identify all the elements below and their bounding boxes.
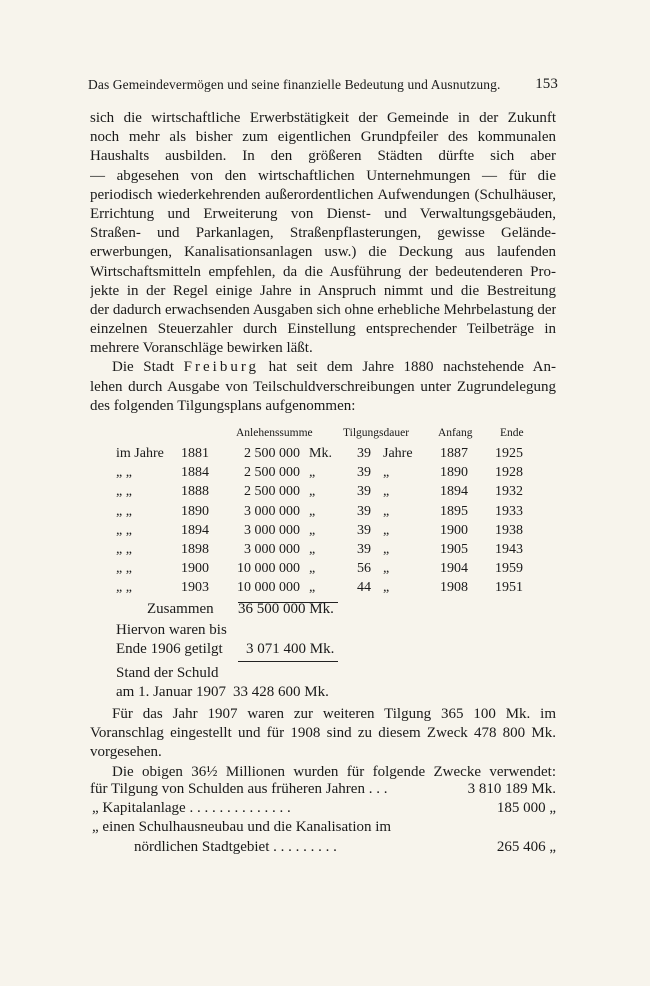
table-cell-dur: 44 (357, 580, 371, 596)
table-cell-year: 1888 (181, 484, 209, 500)
table-cell-dunit: Jahre (383, 446, 413, 461)
table-cell-start: 1895 (440, 503, 468, 519)
paragraph-4-intro: Die obigen 36½ Millionen wurden für folgende Zwecke verwendet: (112, 763, 556, 780)
table-row (0, 504, 650, 523)
table-cell-end: 1928 (495, 465, 523, 481)
purpose-item-label: „ Kapitalanlage . . . . . . . . . . . . . . (92, 800, 291, 816)
table-cell-pre: „ „ (116, 561, 132, 577)
purpose-item-value: 265 406 „ (496, 839, 556, 855)
page-number: 153 (535, 76, 558, 92)
text-line: der dadurch erwachsenden Ausgaben sich ohne erhebliche Mehrbelastung der (90, 301, 556, 318)
table-cell-end: 1932 (495, 484, 523, 500)
table-cell-pre: „ „ (116, 542, 132, 557)
purpose-item-label: nördlichen Stadtgebiet . . . . . . . . . (134, 839, 337, 855)
table-cell-dur: 56 (357, 561, 371, 577)
purpose-item-value: 3 810 189 Mk. (467, 781, 556, 797)
table-cell-unit: „ (309, 580, 316, 596)
paragraph-3 (90, 705, 556, 782)
table-row (0, 484, 650, 503)
table-cell-dunit: „ (383, 561, 390, 577)
table-header-duration: Tilgungsdauer (343, 427, 410, 439)
table-cell-pre: „ „ (116, 522, 132, 538)
table-cell-start: 1905 (440, 542, 468, 557)
table-cell-year: 1890 (181, 503, 209, 519)
table-cell-year: 1903 (181, 580, 209, 596)
table-cell-dur: 39 (357, 503, 371, 519)
table-cell-dunit: „ (383, 580, 390, 596)
table-cell-unit: „ (309, 542, 316, 557)
table-cell-unit: „ (309, 503, 316, 519)
table-cell-dur: 39 (357, 465, 371, 481)
table-cell-start: 1890 (440, 465, 468, 481)
text-span: Die Stadt (112, 359, 175, 376)
table-cell-end: 1959 (495, 561, 523, 577)
table-cell-pre: „ „ (116, 465, 132, 481)
purpose-item-label: für Tilgung von Schulden aus früheren Jahren . . . (90, 781, 388, 797)
table-cell-unit: „ (309, 465, 316, 481)
table-cell-start: 1887 (440, 446, 468, 461)
table-cell-start: 1908 (440, 580, 468, 596)
table-cell-end: 1933 (495, 503, 523, 519)
text-line: Wirtschaftsmitteln empfehlen, da die Ausführung der bedeutenderen Pro- (90, 263, 556, 280)
table-row (0, 561, 650, 580)
table-cell-pre: „ „ (116, 503, 132, 519)
table-cell-end: 1925 (495, 446, 523, 461)
repaid-value: 3 071 400 Mk. (246, 641, 335, 657)
table-cell-end: 1943 (495, 542, 523, 557)
table-cell-year: 1900 (181, 561, 209, 577)
text-line: jekte in der Regel einige Jahre in Anspruch nimmt und die Bestreitung (90, 282, 556, 299)
text-line: Voranschlag eingestellt und für 1908 sind zu diesem Zweck 478 800 Mk. (90, 725, 556, 742)
table-header-end: Ende (500, 427, 524, 439)
text-line: Straßen- und Parkanlagen, Straßenpflasterungen, gewisse Gelände- (90, 225, 556, 242)
table-cell-sum: 3 000 000 (244, 542, 300, 557)
text-line: Für das Jahr 1907 waren zur weiteren Tilgung 365 100 Mk. im (112, 706, 556, 722)
text-line: periodisch wiederkehrenden außerordentlichen Aufwendungen (Schulhäuser, (90, 186, 556, 203)
running-header (88, 77, 558, 93)
table-cell-dur: 39 (357, 484, 371, 500)
table-cell-unit: „ (309, 522, 316, 538)
text-line: noch mehr als bisher zum eigentlichen Grundpfeiler des kommunalen (90, 129, 556, 146)
table-cell-dunit: „ (383, 503, 390, 519)
table-row (0, 523, 650, 542)
repaid-label-2: Ende 1906 getilgt (116, 641, 223, 657)
table-cell-pre: „ „ (116, 484, 132, 500)
table-cell-year: 1894 (181, 522, 209, 538)
table-cell-sum: 10 000 000 (237, 580, 300, 596)
table-cell-year: 1884 (181, 465, 209, 481)
text-line: Errichtung und Erweiterung von Dienst- und Verwaltungsgebäuden, (90, 205, 556, 222)
repaid-underline (238, 661, 338, 662)
stand-label-1: Stand der Schuld (116, 665, 219, 681)
paragraph-2-first-line (90, 358, 556, 377)
table-cell-pre: im Jahre (116, 446, 164, 461)
table-cell-dunit: „ (383, 522, 390, 538)
city-name: Freiburg (183, 359, 260, 376)
text-line: einzelnen Steuerzahler durch Einstellung entsprechender Teilbeträge in (90, 321, 556, 338)
table-row (0, 580, 650, 599)
table-cell-dunit: „ (383, 484, 390, 500)
repaid-label-1: Hiervon waren bis (116, 622, 227, 638)
table-cell-unit: „ (309, 561, 316, 577)
text-line: sich die wirtschaftliche Erwerbstätigkeit der Gemeinde in der Zukunft (90, 110, 556, 126)
table-cell-dunit: „ (383, 542, 390, 557)
table-cell-unit: „ (309, 484, 316, 500)
table-cell-unit: Mk. (309, 446, 332, 461)
table-cell-end: 1951 (495, 580, 523, 596)
table-header-sum: Anlehenssumme (236, 427, 313, 439)
table-cell-end: 1938 (495, 522, 523, 538)
table-header-start: Anfang (438, 427, 473, 439)
table-cell-sum: 2 500 000 (244, 446, 300, 461)
table-cell-year: 1881 (181, 446, 209, 461)
table-cell-sum: 2 500 000 (244, 465, 300, 481)
total-label: Zusammen (147, 601, 214, 617)
table-row (0, 446, 650, 465)
table-cell-dur: 39 (357, 446, 371, 461)
stand-label-2: am 1. Januar 1907 (116, 684, 226, 700)
purpose-item-label: „ einen Schulhausneubau und die Kanalisation im (92, 819, 392, 835)
text-line: lehen durch Ausgabe von Teilschuldverschreibungen unter Zugrundelegung (90, 378, 556, 395)
text-line: — abgesehen von den wirtschaftlichen Unternehmungen — für die (90, 167, 556, 184)
table-cell-dur: 39 (357, 542, 371, 557)
table-cell-dur: 39 (357, 522, 371, 538)
table-cell-sum: 2 500 000 (244, 484, 300, 500)
stand-value: 33 428 600 Mk. (233, 684, 329, 700)
header-title: Das Gemeindevermögen und seine finanzielle Bedeutung und Ausnutzung. (88, 77, 501, 92)
table-cell-dunit: „ (383, 465, 390, 481)
table-row (0, 465, 650, 484)
table-cell-start: 1900 (440, 522, 468, 538)
text-line: Haushalts ausbilden. In den größeren Städten dürfte sich aber (90, 148, 556, 165)
text-line: vorgesehen. (90, 744, 162, 761)
table-cell-sum: 3 000 000 (244, 522, 300, 538)
text-line: mehrere Voranschläge bewirken läßt. (90, 340, 313, 357)
text-span: hat seit dem Jahre 1880 nachstehende An- (268, 359, 556, 376)
table-cell-year: 1898 (181, 542, 209, 557)
table-row (0, 542, 650, 561)
purpose-item-value: 185 000 „ (496, 800, 556, 816)
table-cell-pre: „ „ (116, 580, 132, 596)
table-cell-start: 1894 (440, 484, 468, 500)
table-cell-sum: 3 000 000 (244, 503, 300, 519)
text-line: erwerbungen, Kanalisationsanlagen usw.) die Deckung aus laufenden (90, 244, 556, 261)
table-cell-start: 1904 (440, 561, 468, 577)
table-cell-sum: 10 000 000 (237, 561, 300, 577)
total-value: 36 500 000 Mk. (238, 601, 334, 617)
paragraph-1 (90, 109, 556, 416)
text-line: des folgenden Tilgungsplans aufgenommen: (90, 397, 356, 414)
